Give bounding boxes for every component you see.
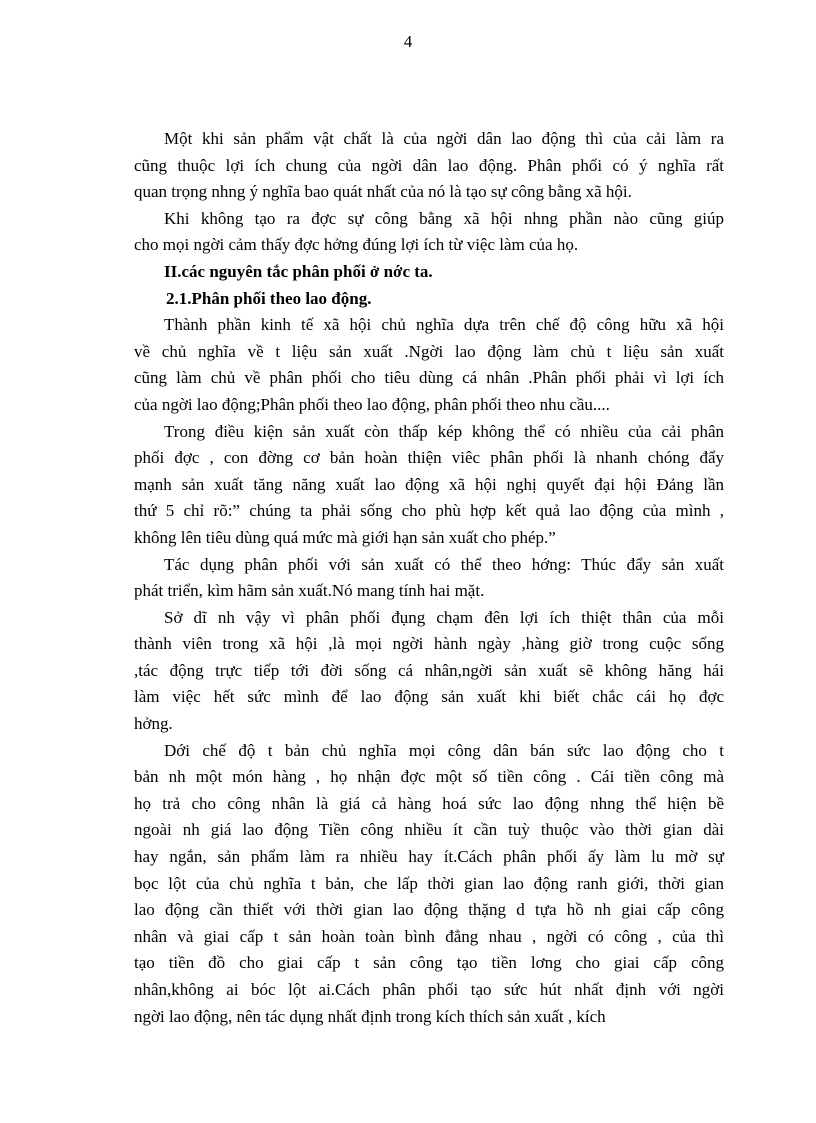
text-line: của ngời lao động;Phân phối theo lao động, phân phối theo nhu cầu.... xyxy=(134,394,610,414)
paragraph xyxy=(134,126,724,206)
text-line: họ trả cho công nhân là giá cả hàng hoá sức lao động nhng thể hiện bề xyxy=(134,793,724,813)
text-line: hởng. xyxy=(134,714,173,734)
text-line: Khi không tạo ra đợc sự công bằng xã hội nhng phần nào cũng giúp xyxy=(164,208,724,228)
text-line: tạo tiền đồ cho giai cấp t sản công tạo tiền lơng cho giai cấp công xyxy=(134,953,724,973)
paragraph xyxy=(134,605,724,738)
text-line: Trong điều kiện sản xuất còn thấp kép không thể có nhiều của cải phân xyxy=(164,421,724,441)
text-line: Tác dụng phân phối với sản xuất có thể theo hớng: Thúc đẩy sản xuất xyxy=(164,554,724,574)
text-line: mạnh sản xuất tăng năng xuất lao động xã hội nghị quyết đại hội Đảng lần xyxy=(134,474,724,494)
text-line: Một khi sản phẩm vật chất là của ngời dân lao động thì của cải làm ra xyxy=(164,129,724,148)
text-line: nhân và giai cấp t sản hoàn toàn bình đẳng nhau , ngời có công , của thì xyxy=(134,926,724,946)
text-line: phối đợc , con đờng cơ bản hoàn thiện viêc phân phối là nhanh chóng đẩy xyxy=(134,448,724,468)
text-line: bọc lột của chủ nghĩa t bản, che lấp thời gian lao động ranh giới, thời gian xyxy=(134,873,724,893)
text-line: làm việc hết sức mình để lao động sản xuất khi biết chắc cái họ đợc xyxy=(134,687,724,707)
text-line: Thành phần kinh tế xã hội chủ nghĩa dựa trên chế độ công hữu xã hội xyxy=(164,315,724,335)
text-line: không lên tiêu dùng quá mức mà giới hạn sản xuất cho phép.” xyxy=(134,527,556,547)
paragraph xyxy=(134,206,724,259)
paragraph xyxy=(134,419,724,552)
paragraph xyxy=(134,552,724,605)
text-line: Sở dĩ nh vậy vì phân phối đụng chạm đên lợi ích thiệt thân của mỗi xyxy=(164,607,724,627)
text-line: thứ 5 chỉ rõ:” chúng ta phải sống cho phù hợp kết quả lao động của mình , xyxy=(134,501,724,521)
text-line: II.các nguyên tắc phân phối ở nớc ta. xyxy=(164,261,433,281)
paragraph xyxy=(134,738,724,1031)
text-line: hay ngắn, sản phẩm làm ra nhiều hay ít.Cách phân phối ấy làm lu mờ sự xyxy=(134,847,724,867)
section-heading xyxy=(134,259,724,286)
text-line: về chủ nghĩa về t liệu sản xuất .Ngời lao động làm chủ t liệu sản xuất xyxy=(134,341,724,361)
document-body xyxy=(134,126,724,1030)
text-line: thành viên trong xã hội ,là mọi ngời hành ngày ,hàng giờ trong cuộc sống xyxy=(134,634,724,654)
text-line: nhân,không ai bóc lột ai.Cách phân phối tạo sức hút nhất định với ngời xyxy=(134,980,724,999)
text-line: ,tác động trực tiếp tới đời sống cá nhân,ngời sản xuất sẽ không hăng hái xyxy=(134,660,724,680)
text-line: cho mọi ngời cảm thấy đợc hởng đúng lợi ích từ việc làm của họ. xyxy=(134,235,579,255)
text-line: Dới chế độ t bản chủ nghĩa mọi công dân bán sức lao động cho t xyxy=(164,740,724,760)
page-number: 4 xyxy=(403,32,413,51)
section-heading xyxy=(134,286,724,313)
text-line: bản nh một món hàng , họ nhận đợc một số tiền công . Cái tiền công mà xyxy=(134,767,724,787)
text-line: 2.1.Phân phối theo lao động. xyxy=(166,288,372,308)
text-line: cũng làm chủ về phân phối cho tiêu dùng cá nhân .Phân phối phải vì lợi ích xyxy=(134,368,724,388)
text-line: ngoài nh giá lao động Tiền công nhiều ít cần tuỳ thuộc vào thời gian dài xyxy=(134,820,724,840)
text-line: lao động cần thiết với thời gian lao động thặng d tựa hồ nh giai cấp công xyxy=(134,900,724,920)
text-line: cũng thuộc lợi ích chung của ngời dân lao động. Phân phối có ý nghĩa rất xyxy=(134,155,724,175)
paragraph xyxy=(134,312,724,418)
text-line: quan trọng nhng ý nghĩa bao quát nhất của nó là tạo sự công bằng xã hội. xyxy=(134,182,632,202)
text-line: ngời lao động, nên tác dụng nhất định trong kích thích sản xuất , kích xyxy=(134,1006,606,1026)
text-line: phát triển, kìm hãm sản xuất.Nó mang tính hai mặt. xyxy=(134,581,485,601)
